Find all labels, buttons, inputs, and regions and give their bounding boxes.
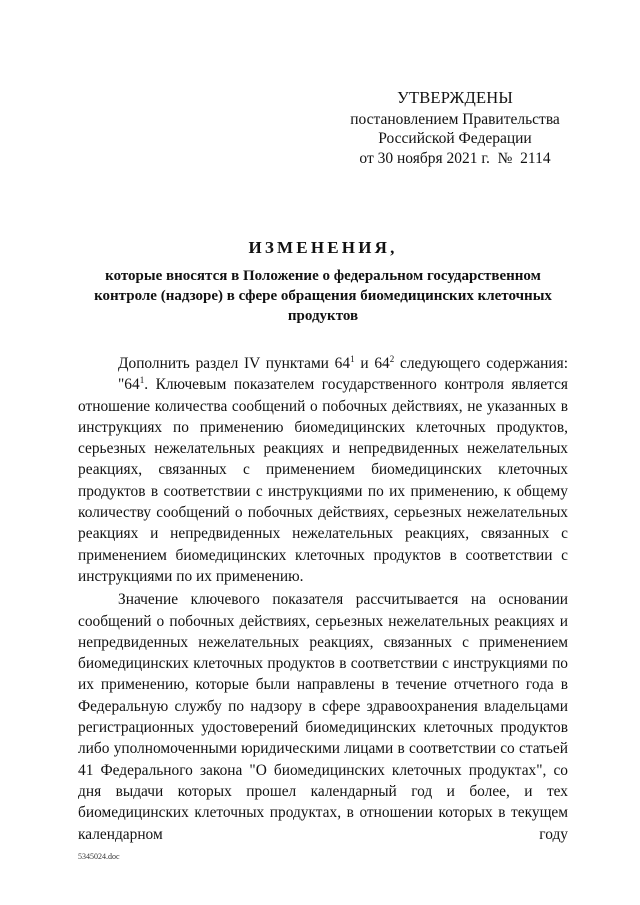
p1-text: . Ключевым показателем государственного контроля является отношение количества сообщений о побочных действиях, не указанных в инструкциях по применению биомедицинских клеточных продуктов, серьезных нежелательных реакциях и непредвиденных нежелательных реакциях, связанных с применением биомедицинских клеточных продуктов в соответствии с инструкциями по их применению, к общему количеству сообщений о побочных действиях, серьезных нежелательных реакциях и непредвиденных нежелательных реакциях, связанных с применением биомедицинских клеточных продуктов в соответствии с инструкциями по их применению.: [78, 376, 568, 585]
approval-date: от 30 ноября 2021 г.: [359, 149, 490, 167]
paragraph-indicator-calculation: Значение ключевого показателя рассчитывается на основании сообщений о побочных действиях, серьезных нежелательных реакциях и непредвиденных нежелательных реакциях, связанных с применением биомедицинских клеточных продуктов в соответствии с инструкциями по их применению, которые были направлены в течение отчетного года в Федеральную службу по надзору в сфере здравоохранения владельцами регистрационных удостоверений биомедицинских клеточных продуктов либо уполномоченными юридическими лицами в соответствии со статьей 41 Федерального закона "О биомедицинских клеточных продуктах", со дня выдачи которых прошел календарный год и более, и тех биомедицинских клеточных продуктах, в отношении которых в текущем календарном году: [78, 591, 568, 843]
document-body: [78, 353, 568, 845]
p1-sup: 1: [139, 375, 145, 386]
approval-heading: УТВЕРЖДЕНЫ: [397, 88, 513, 107]
intro-text-b: и 64: [354, 355, 390, 372]
approval-stamp: [340, 88, 570, 168]
number-sign: №: [497, 149, 513, 167]
footer-filename: 5345024.doc: [78, 852, 120, 861]
document-title-block: [78, 238, 568, 326]
approval-date-line: [340, 149, 570, 169]
approval-line-federation: Российской Федерации: [378, 130, 532, 147]
resolution-number: 2114: [520, 149, 551, 167]
intro-sup-b: 2: [389, 354, 395, 364]
document-subtitle: которые вносятся в Положение о федеральном государственном контроле (надзоре) в сфере обращения биомедицинских клеточных продуктов: [94, 268, 552, 324]
intro-text-c: следующего содержания:: [394, 355, 568, 372]
p1-start: "64: [118, 376, 140, 394]
document-heading: ИЗМЕНЕНИЯ,: [248, 238, 398, 257]
intro-paragraph: [78, 353, 568, 374]
intro-sup-a: 1: [350, 354, 355, 364]
intro-text-a: Дополнить раздел IV пунктами 64: [118, 355, 351, 372]
paragraph-64-1: [78, 374, 568, 587]
approval-line-government: постановлением Правительства: [350, 110, 560, 128]
